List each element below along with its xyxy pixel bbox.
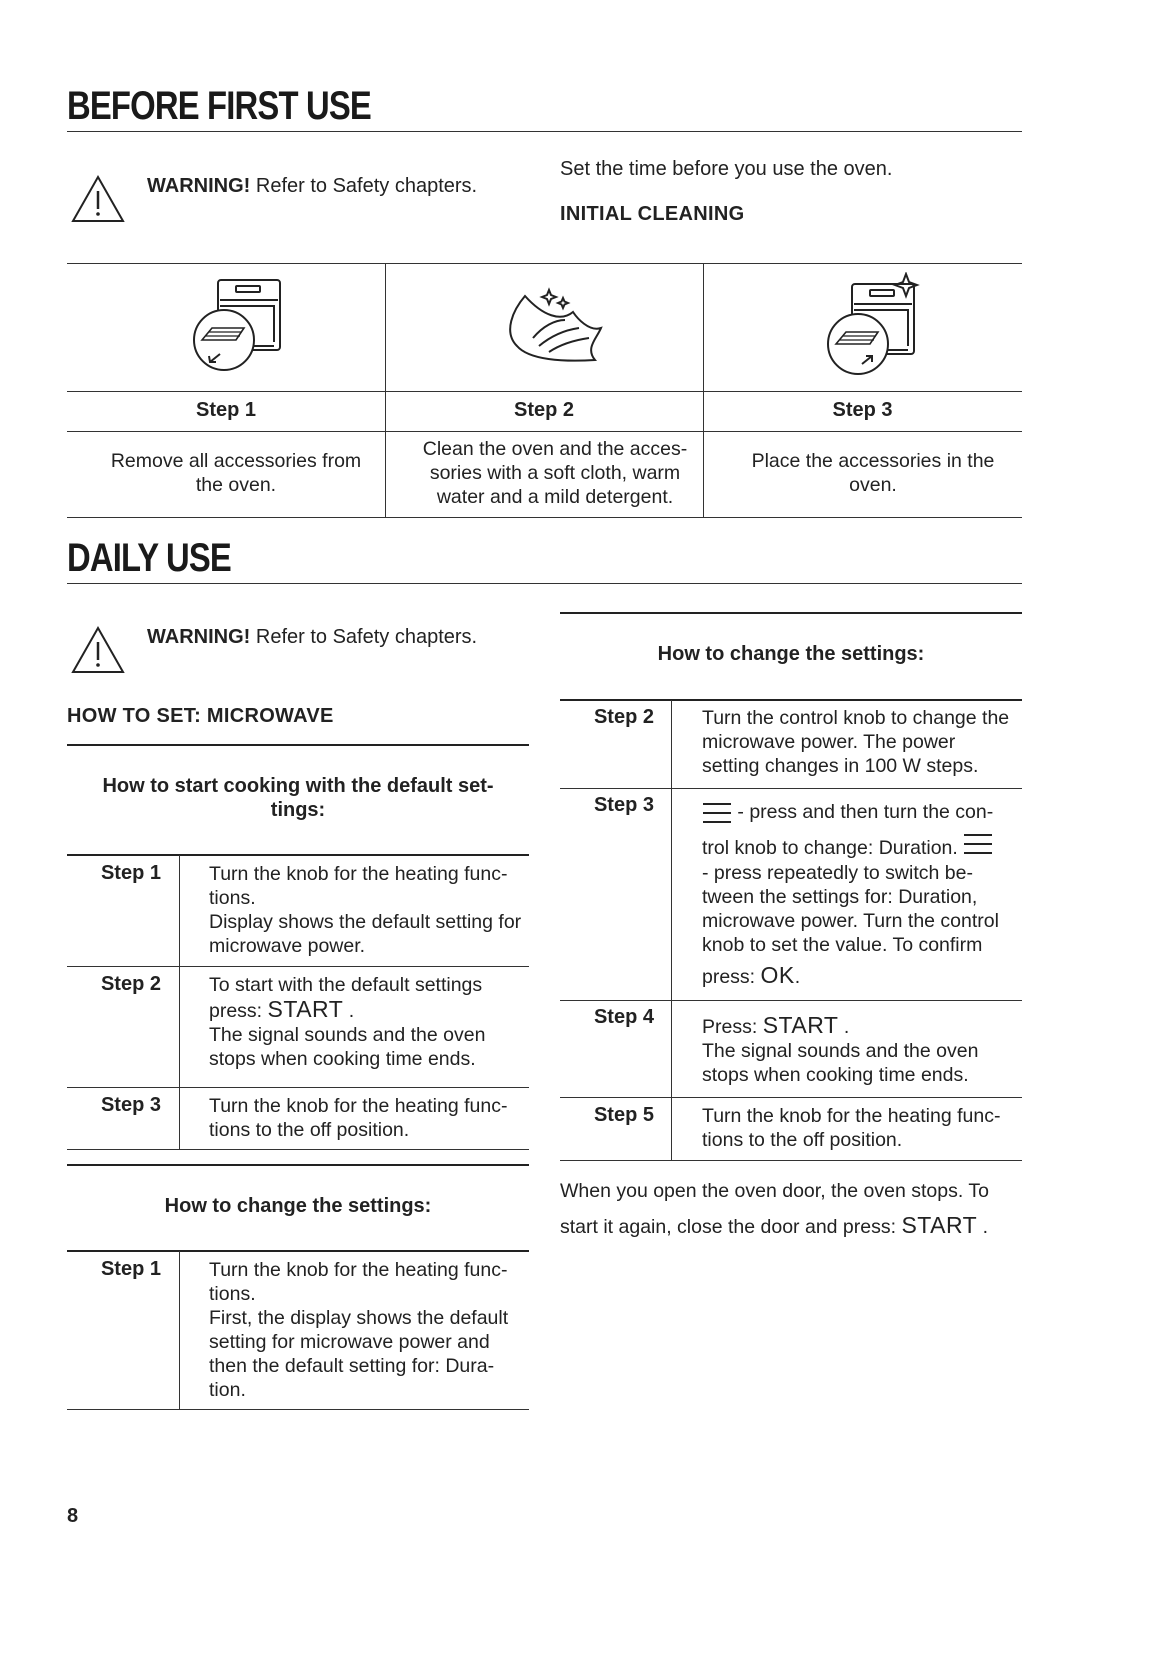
- change-settings-heading: How to change the settings:: [164, 1195, 432, 1217]
- door-note-line: When you open the oven door, the oven stops. To: [560, 1180, 989, 1202]
- table-header-border: [67, 391, 1022, 392]
- warning-message: [147, 624, 477, 650]
- step-label: Step 1: [100, 1258, 161, 1280]
- step-label: Step 2: [100, 973, 161, 995]
- step-description: Turn the control knob to change the microwave power. The power setting changes in 100 W steps.: [702, 707, 1010, 777]
- ok-button-label: OK: [760, 962, 795, 988]
- warning-message: [147, 173, 477, 199]
- cleaning-hand-sparkle-icon: [503, 280, 607, 368]
- door-note-line: start it again, close the door and press:: [560, 1216, 902, 1238]
- step-label: Step 5: [593, 1104, 654, 1126]
- oven-insert-accessories-icon: [826, 272, 926, 376]
- step-text: press:: [702, 966, 761, 988]
- step-description: Turn the knob for the heating func-tions to the off position.: [702, 1105, 1001, 1151]
- row-border: [560, 1160, 1022, 1161]
- oven-remove-accessories-icon: [190, 276, 286, 374]
- row-border: [67, 966, 529, 967]
- door-note: When you open the oven door, the oven stops. To start it again, close the door and press: START .: [560, 1174, 1022, 1244]
- table-step-label: Step 2: [513, 399, 575, 421]
- step-text: - press repeatedly to switch be-tween the settings for: Duration, microwave power. Turn the control knob to set the value. To confirm: [702, 862, 999, 956]
- initial-cleaning-heading: INITIAL CLEANING: [560, 203, 745, 225]
- row-border: [560, 1000, 1022, 1001]
- start-button-label: START: [901, 1212, 978, 1238]
- warning-icon: [71, 174, 125, 224]
- step-description: Turn the knob for the heating func-tions to the off position.: [209, 1095, 508, 1141]
- step-description: Turn the knob for the heating func-tions. Display shows the default setting for microwave power.: [209, 863, 522, 957]
- table-step-text: Remove all accessories from the oven.: [110, 450, 362, 496]
- menu-icon: [702, 801, 732, 825]
- table-divider: [179, 855, 180, 1150]
- section-title-daily-use: DAILY USE: [67, 536, 231, 580]
- step-label: Step 3: [100, 1094, 161, 1116]
- row-border: [560, 788, 1022, 789]
- subtable-top-border: [560, 612, 1022, 614]
- warning-text: Refer to Safety chapters.: [250, 175, 478, 197]
- row-border: [67, 1409, 529, 1410]
- step-description: - press and then turn the con- trol knob to change: Duration. - press repeatedly to switch be-tween the settings for: Duration, microwave power. Turn the control knob to set the value. To confirm press: OK.: [702, 795, 1014, 989]
- subtable-top-border: [67, 744, 529, 746]
- start-button-label: START: [762, 1012, 839, 1038]
- step-text: To start with the default settings press:: [209, 974, 483, 1022]
- subtable-top-border: [67, 1164, 529, 1166]
- row-border: [67, 1149, 529, 1150]
- step-description: Turn the knob for the heating func-tions. First, the display shows the default setting for microwave power and then the default setting for: Dura-tion.: [209, 1259, 509, 1401]
- default-settings-heading: How to start cooking with the default set-tings:: [102, 775, 494, 821]
- step-label: Step 2: [593, 706, 654, 728]
- subtable-header-border: [560, 699, 1022, 701]
- table-divider: [179, 1251, 180, 1410]
- start-button-label: START: [267, 996, 344, 1022]
- warning-label: WARNING!: [147, 626, 251, 648]
- step-description: To start with the default settings press: START . The signal sounds and the oven stops when cooking time ends.: [209, 974, 486, 1070]
- subtable-header-border: [67, 1250, 529, 1252]
- table-step-label: Step 3: [832, 399, 893, 421]
- how-to-set-microwave-heading: HOW TO SET: MICROWAVE: [67, 705, 334, 727]
- table-bottom-border: [67, 517, 1022, 518]
- table-label-border: [67, 431, 1022, 432]
- subtable-header-border: [67, 854, 529, 856]
- step-text: The signal sounds and the oven stops when cooking time ends.: [702, 1040, 979, 1086]
- menu-icon: [963, 831, 993, 855]
- step-label: Step 3: [593, 794, 654, 816]
- table-divider: [385, 263, 386, 517]
- table-top-border: [67, 263, 1022, 264]
- step-label: Step 4: [593, 1006, 654, 1028]
- step-text: Press:: [702, 1016, 763, 1038]
- warning-icon: [71, 625, 125, 675]
- step-text: The signal sounds and the oven stops when cooking time ends.: [209, 1024, 486, 1070]
- warning-text: Refer to Safety chapters.: [250, 626, 478, 648]
- step-description: Press: START . The signal sounds and the oven stops when cooking time ends.: [702, 1012, 979, 1086]
- table-step-text: Clean the oven and the acces-sories with a soft cloth, warm water and a mild detergent.: [422, 438, 688, 508]
- row-border: [560, 1097, 1022, 1098]
- set-time-note: Set the time before you use the oven.: [560, 158, 893, 180]
- table-step-text: Place the accessories in the oven.: [751, 450, 995, 496]
- title-underline: [67, 583, 1022, 584]
- section-title-before-first-use: BEFORE FIRST USE: [67, 84, 371, 128]
- table-divider: [671, 700, 672, 1160]
- warning-label: WARNING!: [147, 175, 251, 197]
- change-settings-heading: How to change the settings:: [657, 643, 925, 665]
- step-label: Step 1: [100, 862, 161, 884]
- step-text: - press and then turn the con-: [732, 801, 994, 823]
- row-border: [67, 1087, 529, 1088]
- title-underline: [67, 131, 1022, 132]
- table-step-label: Step 1: [195, 399, 257, 421]
- step-text: trol knob to change: Duration.: [702, 837, 964, 859]
- page-number: 8: [67, 1505, 79, 1527]
